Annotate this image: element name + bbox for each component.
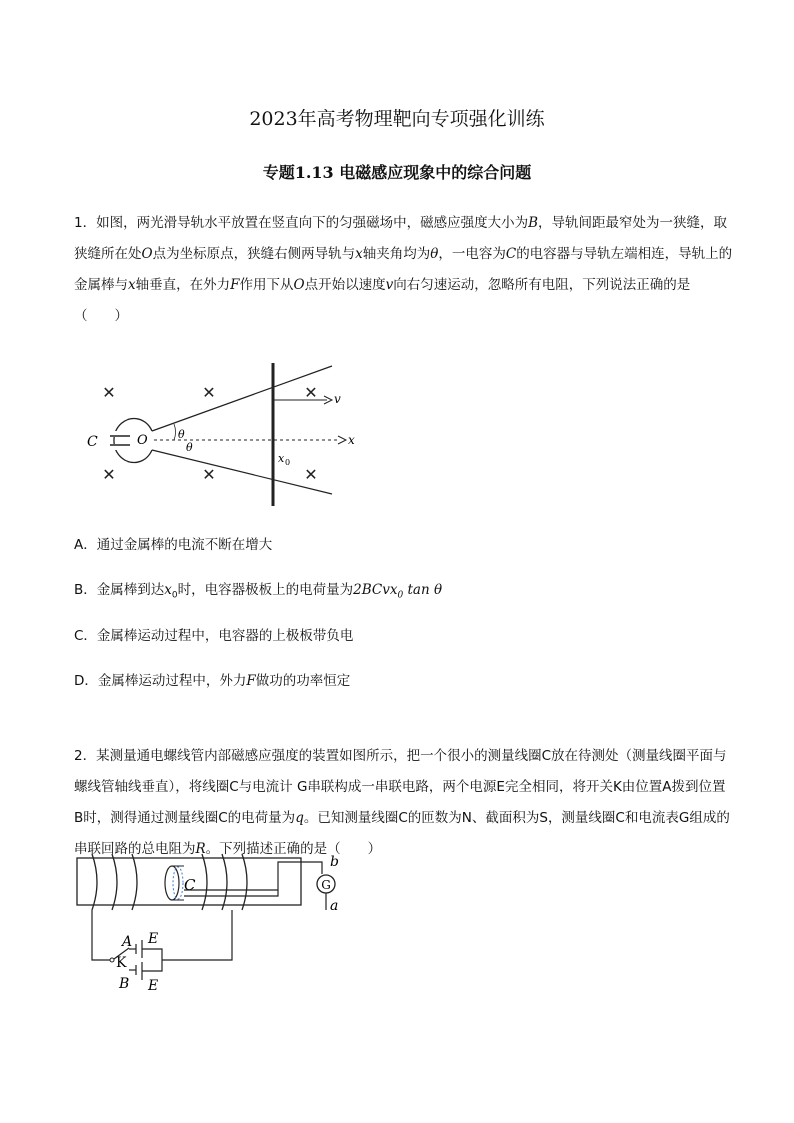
label-position-A: A <box>122 934 133 950</box>
label-switch-K: K <box>116 955 127 971</box>
q1-var: θ <box>430 246 439 262</box>
figure-solenoid-circuit <box>74 850 364 1000</box>
q1-var: x <box>128 277 136 293</box>
q1-stem-part: 轴垂直，在外力 <box>135 277 231 293</box>
q1-var: B <box>528 215 539 231</box>
option-text: B．金属棒到达 <box>74 582 165 598</box>
option-var: F <box>246 673 256 689</box>
q1-stem-part: ，一电容为 <box>438 246 506 262</box>
label-source-E-bottom: E <box>148 978 159 994</box>
wire-right <box>162 910 232 960</box>
option-text: 时，电容器极板上的电荷量为 <box>177 582 354 598</box>
q1-stem-part: ，导轨间距最窄处为一狭缝，取狭缝所在处 <box>74 215 728 262</box>
q1-var: v <box>385 277 394 293</box>
q1-option-c: C．金属棒运动过程中，电容器的上极板带负电 <box>74 628 354 644</box>
field-cross-mark: ✕ <box>102 465 116 484</box>
label-terminal-a: a <box>330 898 339 914</box>
battery-link <box>142 949 162 971</box>
question-number: 1． <box>74 215 97 231</box>
option-subscript: 0 <box>171 590 178 601</box>
q1-option-b <box>74 580 442 606</box>
label-source-E-top: E <box>148 931 159 947</box>
figure-rails-capacitor <box>74 360 374 510</box>
option-text: 做功的功率恒定 <box>255 673 351 689</box>
label-x-axis: x <box>348 433 355 447</box>
q2-stem-part: 某测量通电螺线管内部磁感应强度的装置如图所示，把一个很小的测量线圈C放在待测处（测量线圈平面与螺线管轴线垂直），将线圈C与电流计 G串联构成一串联电路，两个电源E完全相同，将开关K由位置A拨到位置 B时，测得通过测量线圈C的电荷量为 <box>74 748 727 826</box>
measuring-coil-outer <box>165 866 179 900</box>
label-x0-subscript: 0 <box>285 458 291 467</box>
question-number: 2． <box>74 748 97 764</box>
label-x0: x <box>278 452 285 465</box>
switch-pivot <box>110 958 114 962</box>
label-position-B: B <box>119 976 130 992</box>
label-terminal-b: b <box>330 854 339 870</box>
wire-left <box>92 910 110 960</box>
page-title: 2023年高考物理靶向专项强化训练 <box>249 108 545 130</box>
formula-part: tan θ <box>403 582 443 598</box>
field-cross-mark: ✕ <box>304 383 318 402</box>
field-cross-mark: ✕ <box>202 465 216 484</box>
label-coil-C: C <box>184 876 196 894</box>
field-cross-mark: ✕ <box>102 383 116 402</box>
angle-arc <box>174 424 176 440</box>
x-axis-arrow <box>338 436 346 444</box>
label-theta-bottom: θ <box>186 441 193 454</box>
q1-var: O <box>141 246 153 262</box>
field-cross-mark: ✕ <box>202 383 216 402</box>
field-cross-mark: ✕ <box>304 465 318 484</box>
q1-stem-part: 点开始以速度 <box>304 277 386 293</box>
q1-var: F <box>230 277 240 293</box>
q2-var: R <box>195 841 206 857</box>
option-var: x <box>164 582 172 598</box>
label-theta-top: θ <box>178 428 185 441</box>
q1-stem-part: 的电容器与导轨左端相连，导轨上的金属棒与 <box>74 246 733 293</box>
label-origin: O <box>137 433 148 448</box>
label-capacitor: C <box>87 434 98 450</box>
q1-stem-part: 点为坐标原点，狭缝右侧两导轨与 <box>152 246 356 262</box>
q1-var: x <box>355 246 363 262</box>
label-velocity: v <box>334 392 341 406</box>
option-text: D．金属棒运动过程中，外力 <box>74 673 247 689</box>
q1-stem-part: 作用下从 <box>239 277 294 293</box>
q2-stem-part: 。已知测量线圈C的匝数为N、截面积为S，测量线圈C和电流表G组成的串联回路的总电阻为 <box>74 810 730 857</box>
label-galvanometer: G <box>321 878 331 892</box>
option-formula <box>353 582 443 601</box>
topic-title: 专题1.13 电磁感应现象中的综合问题 <box>262 163 532 182</box>
q1-option-a: A．通过金属棒的电流不断在增大 <box>74 537 273 553</box>
formula-part: 2BCvx <box>353 582 398 598</box>
q2-var: q <box>295 810 304 826</box>
q1-var: C <box>505 246 517 262</box>
question-2-text <box>74 741 734 865</box>
q1-stem-part: 轴夹角均为 <box>362 246 431 262</box>
q2-stem-part: 。下列描述正确的是（ ） <box>205 841 382 857</box>
question-1-text <box>74 208 734 332</box>
formula-subscript: 0 <box>397 590 404 601</box>
q1-option-d <box>74 671 350 691</box>
q1-var: O <box>293 277 305 293</box>
q1-stem-part: 向右匀速运动，忽略所有电阻，下列说法正确的是（ ） <box>74 277 691 324</box>
q1-stem-part: 如图，两光滑导轨水平放置在竖直向下的匀强磁场中，磁感应强度大小为 <box>96 215 529 231</box>
